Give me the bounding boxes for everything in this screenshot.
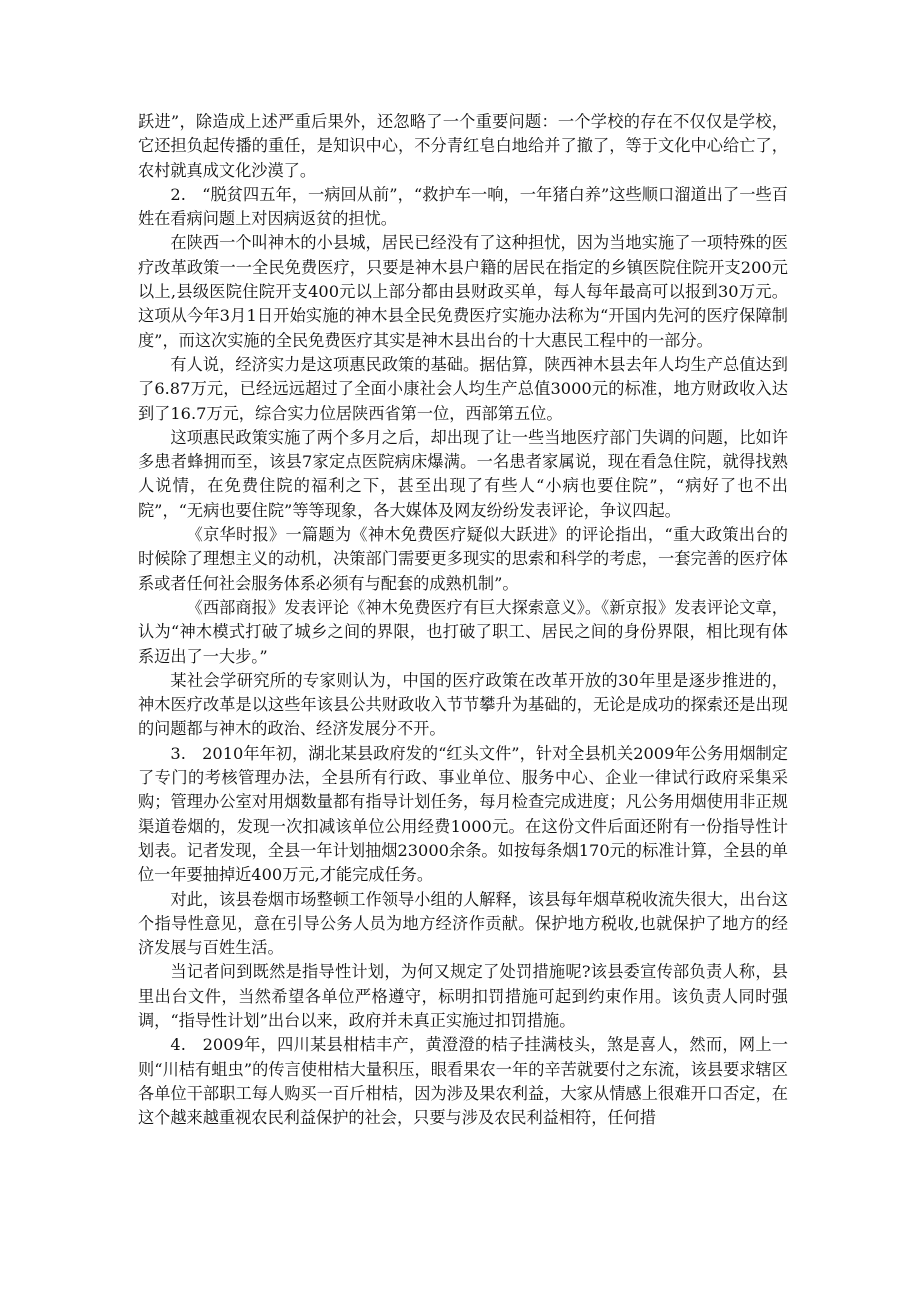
paragraph-expert-opinion: 某社会学研究所的专家则认为，中国的医疗政策在改革开放的30年里是逐步推进的，神木医疗改革是以这些年该县公共财政收入节节攀升为基础的，无论是成功的探索还是出现的问题都与神木的政治、经济发展分不开。 xyxy=(138,670,788,739)
document-page xyxy=(138,110,788,1130)
paragraph-explanation: 对此，该县卷烟市场整顿工作领导小组的人解释，该县每年烟草税收流失很大，出台这个指导性意见，意在引导公务人员为地方经济作贡献。保护地方税收,也就保护了地方的经济发展与百姓生活。 xyxy=(138,889,788,958)
paragraph-economic-strength: 有人说，经济实力是这项惠民政策的基础。据估算，陕西神木县去年人均生产总值达到了6.87万元，已经远远超过了全面小康社会人均生产总值3000元的标准，地方财政收入达到了16.7万元，综合实力位居陕西省第一位，西部第五位。 xyxy=(138,354,788,423)
paragraph-item-4: 4. 2009年，四川某县柑桔丰产，黄澄澄的桔子挂满枝头，煞是喜人，然而，网上一则“川桔有蛆虫”的传言使柑桔大量积压，眼看果农一年的辛苦就要付之东流，该县要求辖区各单位干部职工每人购买一百斤柑桔，因为涉及果农利益，大家从情感上很难开口否定，在这个越来越重视农民利益保护的社会，只要与涉及农民利益相符，任何措 xyxy=(138,1035,788,1128)
paragraph-policy-problems: 这项惠民政策实施了两个多月之后，却出现了让一些当地医疗部门失调的问题，比如许多患者蜂拥而至，该县7家定点医院病床爆满。一名患者家属说，现在看急住院，就得找熟人说情，在免费住院的福利之下，甚至出现了有些人“小病也要住院”，“病好了也不出院”，“无病也要住院”等等现象，各大媒体及网友纷纷发表评论，争议四起。 xyxy=(138,427,788,520)
paragraph-item-2: 2. “脱贫四五年，一病回从前”，“救护车一响，一年猪白养”这些顺口溜道出了一些百姓在看病问题上对因病返贫的担忧。 xyxy=(138,184,788,229)
paragraph-xibu-shangbao: 《西部商报》发表评论《神木免费医疗有巨大探索意义》。《新京报》发表评论文章，认为“神木模式打破了城乡之间的界限，也打破了职工、居民之间的身份界限，相比现有体系迈出了一大步。” xyxy=(138,597,788,666)
paragraph-continuation: 跃进”，除造成上述严重后果外，还忽略了一个重要问题：一个学校的存在不仅仅是学校，它还担负起传播的重任，是知识中心，不分青红皂白地给并了撤了，等于文化中心给亡了，农村就真成文化沙漠了。 xyxy=(138,112,788,180)
paragraph-shenmu-intro: 在陕西一个叫神木的小县城，居民已经没有了这种担忧，因为当地实施了一项特殊的医疗改革政策一一全民免费医疗，只要是神木县户籍的居民在指定的乡镇医院住院开支200元以上,县级医院住院开支400元以上部分都由县财政买单，每人每年最高可以报到30万元。这项从今年3月1日开始实施的神木县全民免费医疗实施办法称为“开国内先河的医疗保障制度”，而这次实施的全民免费医疗其实是神木县出台的十大惠民工程中的一部分。 xyxy=(138,233,788,350)
paragraph-reporter-question: 当记者问到既然是指导性计划，为何又规定了处罚措施呢?该县委宣传部负责人称，县里出台文件，当然希望各单位严格遵守，标明扣罚措施可起到约束作用。该负责人同时强调，“指导性计划”出台以来，政府并未真正实施过扣罚措施。 xyxy=(138,962,788,1030)
paragraph-item-3: 3. 2010年年初，湖北某县政府发的“红头文件”，针对全县机关2009年公务用烟制定了专门的考核管理办法，全县所有行政、事业单位、服务中心、企业一律试行政府采集采购；管理办公室对用烟数量都有指导计划任务，每月检查完成进度；凡公务用烟使用非正规渠道卷烟的，发现一次扣减该单位公用经费1000元。在这份文件后面还附有一份指导性计划表。记者发现，全县一年计划抽烟23000余条。如按每条烟170元的标准计算，全县的单位一年要抽掉近400万元,才能完成任务。 xyxy=(138,743,788,885)
paragraph-jinghua-times: 《京华时报》一篇题为《神木免费医疗疑似大跃进》的评论指出，“重大政策出台的时候除了理想主义的动机，决策部门需要更多现实的思索和科学的考虑，一套完善的医疗体系或者任何社会服务体系必须有与配套的成熟机制”。 xyxy=(138,525,788,593)
